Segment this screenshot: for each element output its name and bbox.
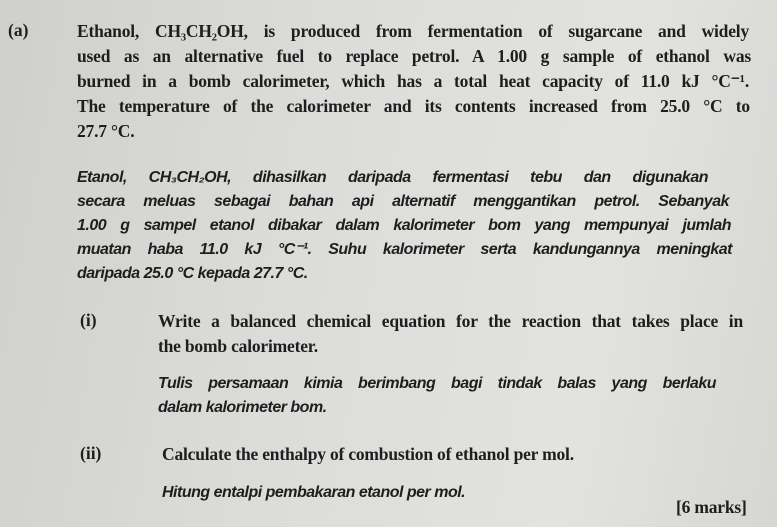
english-line: Calculate the enthalpy of combustion of ethanol per mol.	[162, 444, 574, 464]
malay-line: Tulis persamaan kimia berimbang bagi tindak balas yang berlaku	[158, 375, 716, 392]
malay-line: dalam kalorimeter bom.	[158, 399, 327, 416]
part-i-label: (i)	[80, 310, 97, 330]
english-line: the bomb calorimeter.	[158, 336, 318, 356]
english-line: The temperature of the calorimeter and its contents increased from 25.0 °C to	[77, 96, 750, 116]
malay-line: 1.00 g sampel etanol dibakar dalam kalorimeter bom yang mempunyai jumlah	[77, 217, 731, 234]
english-line: used as an alternative fuel to replace petrol. A 1.00 g sample of ethanol was	[77, 46, 751, 66]
malay-line: secara meluas sebagai bahan api alternatif menggantikan petrol. Sebanyak	[77, 193, 729, 210]
malay-line: Hitung entalpi pembakaran etanol per mol.	[162, 484, 466, 501]
marks-label: [6 marks]	[676, 497, 747, 517]
part-a-label: (a)	[8, 20, 29, 40]
english-line: 27.7 °C.	[77, 121, 135, 141]
english-line: burned in a bomb calorimeter, which has a total heat capacity of 11.0 kJ °C⁻¹.	[77, 71, 749, 91]
malay-line: daripada 25.0 °C kepada 27.7 °C.	[77, 265, 308, 282]
english-line: Write a balanced chemical equation for the reaction that takes place in	[158, 311, 743, 331]
english-line: Ethanol, CH₃CH₂OH, is produced from fermentation of sugarcane and widely	[77, 21, 749, 41]
malay-line: Etanol, CH₃CH₂OH, dihasilkan daripada fermentasi tebu dan digunakan	[77, 169, 708, 186]
malay-line: muatan haba 11.0 kJ °C⁻¹. Suhu kalorimeter serta kandungannya meningkat	[77, 241, 732, 258]
part-ii-label: (ii)	[80, 443, 102, 463]
